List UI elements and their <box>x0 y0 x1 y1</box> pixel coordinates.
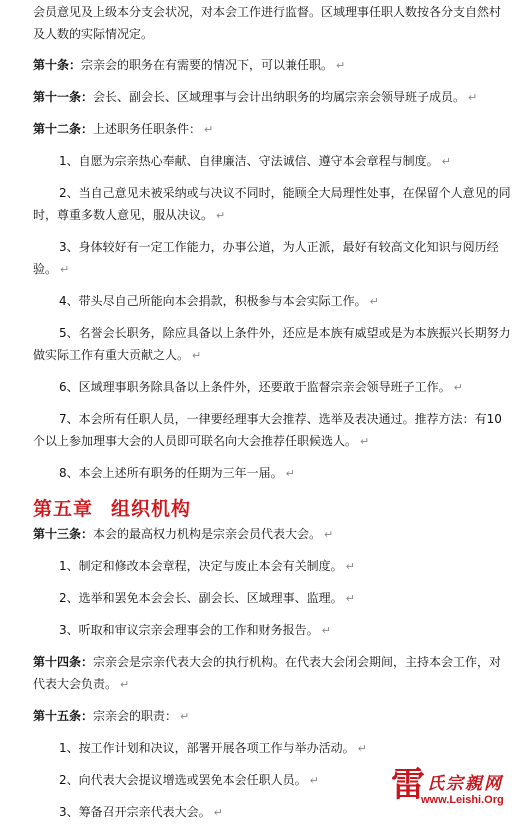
article-14 <box>33 651 511 696</box>
list-item-text: 4、带头尽自己所能向本会捐款，积极参与本会实际工作。 <box>59 294 367 308</box>
intro-text: 会员意见及上级本分支会状况，对本会工作进行监督。区域理事任职人数按各分支自然村及人数的实际情况定。 <box>33 5 502 41</box>
seal-logo-icon: 雷 <box>391 765 425 805</box>
article-10 <box>33 54 511 77</box>
article-11 <box>33 86 511 109</box>
watermark-url: www.Leishi.Org <box>421 794 504 806</box>
paragraph-mark-icon: ↵ <box>309 774 319 787</box>
paragraph-mark-icon: ↵ <box>60 263 70 276</box>
article-12 <box>33 118 511 141</box>
paragraph-mark-icon: ↵ <box>453 381 463 394</box>
article-14-text: 宗亲会是宗亲代表大会的执行机构。在代表大会闭会期间，主持本会工作，对代表大会负责。 <box>33 655 502 691</box>
list-item <box>33 150 511 173</box>
list-item <box>33 322 511 367</box>
list-item-text: 2、当自己意见未被采纳或与决议不同时，能顾全大局理性处事，在保留个人意见的同时，尊重多数人意见，服从决议。 <box>33 186 511 222</box>
article-15 <box>33 705 511 728</box>
article-13-label: 第十三条： <box>33 527 94 541</box>
list-item-text: 7、本会所有任职人员，一律要经理事大会推荐、选举及表决通过。推荐方法：有10个以上参加理事大会的人员即可联名向大会推荐任职候选人。 <box>33 412 502 448</box>
chapter-heading <box>33 495 511 523</box>
paragraph-mark-icon: ↵ <box>180 710 190 723</box>
paragraph-mark-icon: ↵ <box>120 678 130 691</box>
list-item-text: 1、自愿为宗亲热心奉献、自律廉洁、守法诚信、遵守本会章程与制度。 <box>59 154 439 168</box>
list-item-text: 3、身体较好有一定工作能力，办事公道，为人正派，最好有较高文化知识与阅历经验。 <box>33 240 499 276</box>
paragraph-mark-icon: ↵ <box>336 59 346 72</box>
list-item-text: 3、听取和审议宗亲会理事会的工作和财务报告。 <box>59 623 319 637</box>
chapter-number: 第五章 <box>33 498 94 520</box>
chapter-title: 组织机构 <box>111 498 192 520</box>
article-15-text: 宗亲会的职责： <box>93 709 178 723</box>
paragraph-mark-icon: ↵ <box>468 91 478 104</box>
article-10-text: 宗亲会的职务在有需要的情况下，可以兼任职。 <box>81 58 334 72</box>
paragraph-mark-icon: ↵ <box>213 806 223 819</box>
paragraph-mark-icon: ↵ <box>285 467 295 480</box>
list-item-text: 6、区域理事职务除具备以上条件外，还要敢于监督宗亲会领导班子工作。 <box>59 380 451 394</box>
list-item-text: 3、筹备召开宗亲代表大会。 <box>59 805 211 819</box>
article-15-label: 第十五条： <box>33 709 94 723</box>
article-13 <box>33 523 511 546</box>
list-item <box>33 619 511 642</box>
paragraph-mark-icon: ↵ <box>321 624 331 637</box>
list-item <box>33 587 511 610</box>
site-watermark-logo <box>391 765 515 815</box>
list-item-text: 1、制定和修改本会章程，决定与废止本会有关制度。 <box>59 559 343 573</box>
list-item-text: 8、本会上述所有职务的任期为三年一届。 <box>59 466 283 480</box>
list-item-text: 5、名誉会长职务，除应具备以上条件外，还应是本族有威望或是为本族振兴长期努力做实际工作有重大贡献之人。 <box>33 326 511 362</box>
list-item <box>33 376 511 399</box>
article-11-label: 第十一条： <box>33 90 94 104</box>
intro-paragraph <box>33 1 511 45</box>
list-item <box>33 182 511 227</box>
paragraph-mark-icon: ↵ <box>216 209 226 222</box>
list-item <box>33 737 511 760</box>
list-item <box>33 555 511 578</box>
list-item-text: 2、向代表大会提议增选或罢免本会任职人员。 <box>59 773 307 787</box>
watermark-title: 氏宗親网 <box>427 774 503 794</box>
article-14-label: 第十四条： <box>33 655 94 669</box>
article-12-label: 第十二条： <box>33 122 94 136</box>
paragraph-mark-icon: ↵ <box>360 435 370 448</box>
paragraph-mark-icon: ↵ <box>357 742 367 755</box>
paragraph-mark-icon: ↵ <box>441 155 451 168</box>
paragraph-mark-icon: ↵ <box>324 528 334 541</box>
article-13-text: 本会的最高权力机构是宗亲会员代表大会。 <box>93 527 322 541</box>
paragraph-mark-icon: ↵ <box>345 592 355 605</box>
list-item <box>33 462 511 485</box>
list-item <box>33 408 511 453</box>
paragraph-mark-icon: ↵ <box>369 295 379 308</box>
paragraph-mark-icon: ↵ <box>345 560 355 573</box>
article-12-text: 上述职务任职条件： <box>93 122 202 136</box>
list-item-text: 2、选举和罢免本会会长、副会长、区域理事、监理。 <box>59 591 343 605</box>
list-item <box>33 236 511 281</box>
article-10-label: 第十条： <box>33 58 82 72</box>
list-item <box>33 290 511 313</box>
paragraph-mark-icon: ↵ <box>204 123 214 136</box>
article-11-text: 会长、副会长、区域理事与会计出纳职务的均属宗亲会领导班子成员。 <box>93 90 466 104</box>
list-item-text: 1、按工作计划和决议，部署开展各项工作与举办活动。 <box>59 741 355 755</box>
paragraph-mark-icon: ↵ <box>192 349 202 362</box>
